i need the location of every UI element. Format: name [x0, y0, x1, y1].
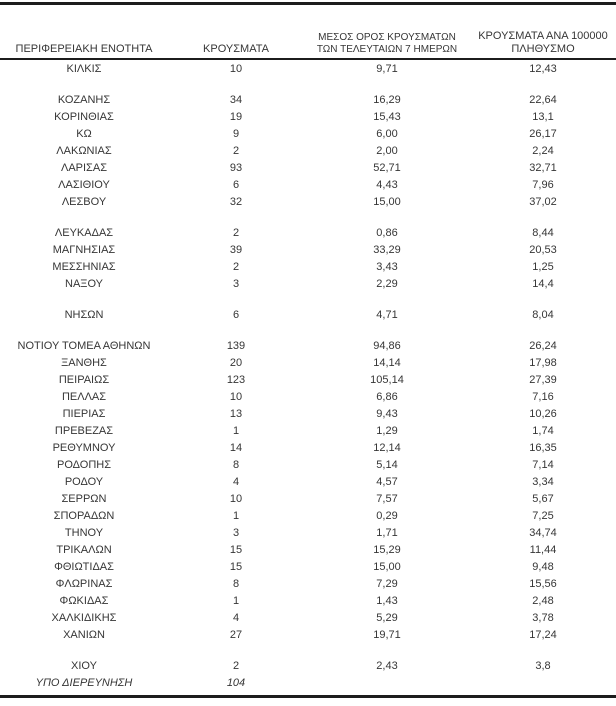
cell-avg7: 52,71: [373, 161, 401, 174]
table-row: [0, 626, 616, 643]
cell-per100k: 26,17: [529, 127, 557, 140]
cell-per100k: 7,14: [532, 458, 554, 471]
cell-region: ΛΑΚΩΝΙΑΣ: [56, 144, 112, 157]
cell-cases: 2: [232, 659, 240, 672]
cell-cases: 8: [232, 577, 240, 590]
spacer-cell: [0, 323, 616, 337]
cell-avg7: 5,29: [376, 611, 398, 624]
cell-region: ΠΙΕΡΙΑΣ: [62, 407, 106, 420]
cell-per100k: 32,71: [529, 161, 557, 174]
table-row: [0, 142, 616, 159]
cell-avg7: 0,29: [376, 509, 398, 522]
spacer-row: [0, 77, 616, 91]
cell-region: ΚΟΡΙΝΘΙΑΣ: [54, 110, 114, 123]
header-line: ΚΡΟΥΣΜΑΤΑ: [203, 43, 269, 55]
cell-per100k: 9,48: [532, 560, 554, 573]
cell-per100k: 7,96: [532, 178, 554, 191]
cell-cases: 1: [232, 509, 240, 522]
cell-cases: 6: [232, 308, 240, 321]
cell-per100k: 26,24: [529, 339, 557, 352]
cell-avg7: 2,00: [376, 144, 398, 157]
cell-per100k: 34,74: [529, 526, 557, 539]
spacer-cell: [0, 292, 616, 306]
cell-avg7: 0,86: [376, 226, 398, 239]
cell-per100k: 3,8: [535, 659, 551, 672]
spacer-row: [0, 210, 616, 224]
cell-per100k: 5,67: [532, 492, 554, 505]
cell-avg7: 1,43: [376, 594, 398, 607]
cell-avg7: 15,29: [373, 543, 401, 556]
table-row: [0, 108, 616, 125]
cell-region: ΚΩ: [76, 127, 92, 140]
table-row: [0, 439, 616, 456]
table-row: [0, 59, 616, 77]
cell-per100k: 3,78: [532, 611, 554, 624]
cell-per100k: 14,4: [532, 277, 554, 290]
cell-cases: 2: [232, 144, 240, 157]
spacer-row: [0, 323, 616, 337]
cell-cases: 10: [229, 390, 243, 403]
cell-avg7: 105,14: [370, 373, 404, 386]
table-row: [0, 275, 616, 292]
cell-per100k: 11,44: [529, 543, 557, 556]
cell-per100k: [470, 674, 616, 691]
table-row: [0, 388, 616, 405]
cell-per100k: 13,1: [532, 110, 554, 123]
table-row: [0, 657, 616, 674]
cell-cases: 14: [229, 441, 243, 454]
table-row: [0, 507, 616, 524]
cell-region: ΚΟΖΑΝΗΣ: [57, 93, 111, 106]
cell-region: ΡΕΘΥΜΝΟΥ: [52, 441, 116, 454]
cell-cases: 13: [229, 407, 243, 420]
cell-region: ΣΠΟΡΑΔΩΝ: [53, 509, 115, 522]
cell-avg7: 19,71: [373, 628, 401, 641]
cell-avg7: 9,43: [376, 407, 398, 420]
header-line: ΠΕΡΙΦΕΡΕΙΑΚΗ ΕΝΟΤΗΤΑ: [15, 43, 153, 55]
cell-cases: 9: [232, 127, 240, 140]
cell-cases: 1: [232, 594, 240, 607]
table-row: [0, 159, 616, 176]
cell-avg7: 9,71: [376, 62, 398, 75]
cell-avg7: 16,29: [373, 93, 401, 106]
header-line: ΠΛΗΘΥΣΜΟ: [511, 43, 575, 55]
cell-region: ΞΑΝΘΗΣ: [61, 356, 107, 369]
cell-avg7: [304, 674, 470, 691]
table-row: [0, 176, 616, 193]
cell-region: ΛΑΣΙΘΙΟΥ: [58, 178, 110, 191]
table-row: [0, 490, 616, 507]
table-row: [0, 371, 616, 388]
cell-avg7: 3,43: [376, 260, 398, 273]
table-body: [0, 59, 616, 691]
table-row: [0, 306, 616, 323]
cell-per100k: 37,02: [529, 195, 557, 208]
header-row: [0, 5, 616, 59]
table-row: [0, 241, 616, 258]
cell-per100k: 27,39: [529, 373, 557, 386]
cell-cases: 104: [226, 676, 246, 689]
table-row: [0, 674, 616, 691]
cell-per100k: 17,98: [529, 356, 557, 369]
cell-cases: 93: [229, 161, 243, 174]
cell-region: ΤΗΝΟΥ: [64, 526, 104, 539]
column-header-avg7: [304, 5, 470, 59]
cell-cases: 39: [229, 243, 243, 256]
cell-avg7: 1,29: [376, 424, 398, 437]
cell-cases: 27: [229, 628, 243, 641]
cell-per100k: 8,04: [532, 308, 554, 321]
cell-cases: 4: [232, 611, 240, 624]
cell-cases: 15: [229, 543, 243, 556]
cell-avg7: 4,43: [376, 178, 398, 191]
cell-cases: 3: [232, 526, 240, 539]
cell-per100k: 3,34: [532, 475, 554, 488]
cell-cases: 6: [232, 178, 240, 191]
header-line: ΜΕΣΟΣ ΟΡΟΣ ΚΡΟΥΣΜΑΤΩΝ: [318, 32, 456, 43]
cell-region: ΣΕΡΡΩΝ: [61, 492, 107, 505]
cell-region: ΝΗΣΩΝ: [64, 308, 104, 321]
cell-per100k: 8,44: [532, 226, 554, 239]
cell-region: ΠΕΛΛΑΣ: [61, 390, 107, 403]
spacer-cell: [0, 210, 616, 224]
cell-per100k: 2,48: [532, 594, 554, 607]
cell-region: ΚΙΛΚΙΣ: [66, 62, 102, 75]
cell-cases: 123: [226, 373, 246, 386]
cell-region: ΜΑΓΝΗΣΙΑΣ: [52, 243, 116, 256]
cell-cases: 10: [229, 62, 243, 75]
header-line: ΤΩΝ ΤΕΛΕΥΤΑΙΩΝ 7 ΗΜΕΡΩΝ: [316, 44, 458, 55]
cell-per100k: 17,24: [529, 628, 557, 641]
cell-cases: 8: [232, 458, 240, 471]
cell-avg7: 15,43: [373, 110, 401, 123]
cell-per100k: 1,74: [532, 424, 554, 437]
cell-region: ΤΡΙΚΑΛΩΝ: [56, 543, 112, 556]
cell-cases: 3: [232, 277, 240, 290]
table-row: [0, 125, 616, 142]
cell-region: ΛΕΣΒΟΥ: [61, 195, 107, 208]
spacer-row: [0, 643, 616, 657]
cell-avg7: 33,29: [373, 243, 401, 256]
cell-region: ΦΛΩΡΙΝΑΣ: [55, 577, 113, 590]
cell-avg7: 4,57: [376, 475, 398, 488]
table-row: [0, 558, 616, 575]
cell-per100k: 1,25: [532, 260, 554, 273]
cell-region: ΡΟΔΟΥ: [64, 475, 104, 488]
cell-avg7: 15,00: [373, 195, 401, 208]
cell-region: ΦΘΙΩΤΙΔΑΣ: [54, 560, 114, 573]
cell-cases: 10: [229, 492, 243, 505]
cell-region: ΧΑΝΙΩΝ: [63, 628, 105, 641]
cell-avg7: 4,71: [376, 308, 398, 321]
cell-per100k: 7,16: [532, 390, 554, 403]
cell-per100k: 20,53: [529, 243, 557, 256]
cell-region: ΜΕΣΣΗΝΙΑΣ: [52, 260, 116, 273]
table-row: [0, 592, 616, 609]
table-row: [0, 405, 616, 422]
cell-avg7: 2,29: [376, 277, 398, 290]
cell-per100k: 2,24: [532, 144, 554, 157]
cell-avg7: 12,14: [373, 441, 401, 454]
table-row: [0, 91, 616, 108]
cell-avg7: 6,86: [376, 390, 398, 403]
cell-avg7: 7,57: [376, 492, 398, 505]
cell-cases: 2: [232, 260, 240, 273]
cell-region: ΠΡΕΒΕΖΑΣ: [54, 424, 114, 437]
cell-avg7: 14,14: [373, 356, 401, 369]
cell-cases: 139: [226, 339, 246, 352]
cell-cases: 32: [229, 195, 243, 208]
cell-cases: 15: [229, 560, 243, 573]
cell-avg7: 15,00: [373, 560, 401, 573]
table-row: [0, 541, 616, 558]
table-row: [0, 524, 616, 541]
table-row: [0, 422, 616, 439]
cell-region: ΝΑΞΟΥ: [65, 277, 103, 290]
bottom-rule: [0, 695, 616, 698]
cell-region: ΥΠΟ ΔΙΕΡΕΥΝΗΣΗ: [35, 676, 133, 689]
spacer-row: [0, 292, 616, 306]
cell-cases: 2: [232, 226, 240, 239]
cell-cases: 1: [232, 424, 240, 437]
table-row: [0, 258, 616, 275]
cell-region: ΝΟΤΙΟΥ ΤΟΜΕΑ ΑΘΗΝΩΝ: [17, 339, 151, 352]
cell-region: ΦΩΚΙΔΑΣ: [59, 594, 109, 607]
cell-cases: 34: [229, 93, 243, 106]
table-row: [0, 575, 616, 592]
cell-avg7: 6,00: [376, 127, 398, 140]
spacer-cell: [0, 643, 616, 657]
table-row: [0, 337, 616, 354]
cell-per100k: 12,43: [529, 62, 557, 75]
cell-per100k: 7,25: [532, 509, 554, 522]
cell-per100k: 22,64: [529, 93, 557, 106]
cell-avg7: 5,14: [376, 458, 398, 471]
table-row: [0, 609, 616, 626]
cell-region: ΛΕΥΚΑΔΑΣ: [54, 226, 114, 239]
table-row: [0, 354, 616, 371]
spacer-cell: [0, 77, 616, 91]
table-row: [0, 456, 616, 473]
cell-avg7: 2,43: [376, 659, 398, 672]
cell-region: ΠΕΙΡΑΙΩΣ: [58, 373, 110, 386]
cell-per100k: 15,56: [529, 577, 557, 590]
cell-region: ΧΑΛΚΙΔΙΚΗΣ: [51, 611, 117, 624]
table-row: [0, 193, 616, 210]
header-line: ΚΡΟΥΣΜΑΤΑ ΑΝΑ 100000: [478, 30, 608, 42]
cell-cases: 19: [229, 110, 243, 123]
regional-cases-table: [0, 5, 616, 691]
cell-avg7: 7,29: [376, 577, 398, 590]
cell-avg7: 1,71: [376, 526, 398, 539]
cell-cases: 4: [232, 475, 240, 488]
column-header-cases: [168, 5, 304, 59]
cell-region: ΛΑΡΙΣΑΣ: [60, 161, 107, 174]
cell-avg7: 94,86: [373, 339, 401, 352]
cell-region: ΡΟΔΟΠΗΣ: [56, 458, 112, 471]
column-header-per100k: [470, 5, 616, 59]
cell-per100k: 10,26: [529, 407, 557, 420]
cell-cases: 20: [229, 356, 243, 369]
table-row: [0, 224, 616, 241]
table-row: [0, 473, 616, 490]
column-header-region: [0, 5, 168, 59]
cell-per100k: 16,35: [529, 441, 557, 454]
table-header: [0, 5, 616, 59]
cell-region: ΧΙΟΥ: [71, 659, 97, 672]
